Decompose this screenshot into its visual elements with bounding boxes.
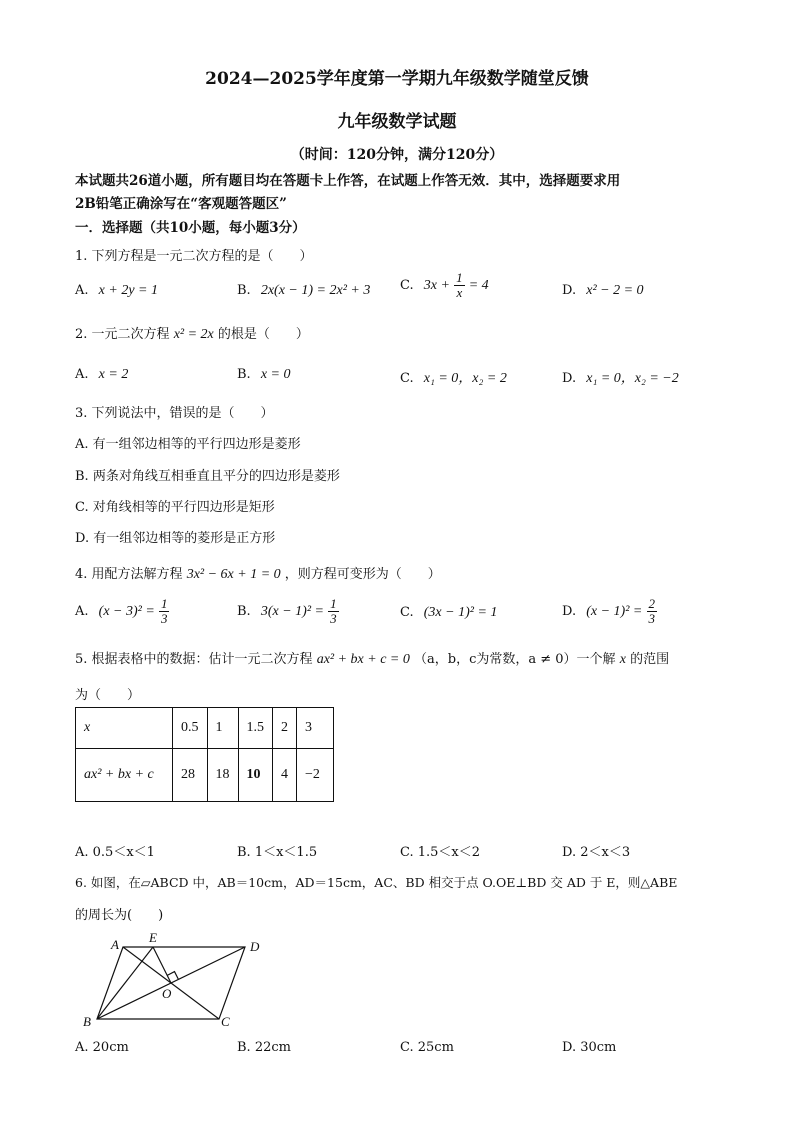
table-cell: 18 <box>207 749 238 802</box>
option-expression: x + 2y = 1 <box>98 283 158 298</box>
option-expression-prefix: 3x + <box>423 278 450 293</box>
option-label: C. <box>400 371 414 386</box>
table-cell: 1.5 <box>238 708 273 749</box>
parallelogram-figure <box>75 928 275 1033</box>
option-expression: (3x − 1)² = 1 <box>423 605 498 620</box>
stem-expression: x² = 2x <box>173 327 214 342</box>
question-2-stem <box>75 323 309 343</box>
q6-option-d: D. 30cm <box>562 1040 617 1055</box>
q6-option-a: A. 20cm <box>75 1040 129 1055</box>
option-label: A. <box>75 283 89 298</box>
q5-option-a: A. 0.5＜x＜1 <box>75 845 155 860</box>
question-6-stem-line2: 的周长为( ) <box>75 908 164 923</box>
label-c: C <box>221 1014 230 1029</box>
question-6-stem: 6. 如图，在▱ABCD 中，AB＝10cm，AD＝15cm，AC、BD 相交于点 O.OE⊥BD 交 AD 于 E，则△ABE <box>75 875 678 890</box>
q1-option-d <box>562 283 644 299</box>
label-b: B <box>83 1014 91 1029</box>
stem-text: 的范围 <box>630 652 670 667</box>
option-expression: x = 2 <box>98 367 129 382</box>
option-label: A. <box>75 367 89 382</box>
segment-eo <box>153 947 171 983</box>
table-row <box>76 749 334 802</box>
stem-text: （a，b，c为常数，a ≠ 0）一个解 <box>414 652 616 667</box>
option-expression: (x − 3)² = <box>98 604 155 619</box>
table-cell: 1 <box>207 708 238 749</box>
label-o: O <box>162 986 172 1001</box>
stem-expression: 3x² − 6x + 1 = 0 <box>186 567 281 582</box>
option-expression-suffix: = 4 <box>468 278 489 293</box>
q3-option-a: A. 有一组邻边相等的平行四边形是菱形 <box>75 437 301 452</box>
table-cell: 0.5 <box>173 708 208 749</box>
option-label: D. <box>562 604 577 619</box>
stem-text: 的根是（ ） <box>217 327 309 342</box>
numerator: 1 <box>330 596 337 611</box>
q5-option-d: D. 2＜x＜3 <box>562 845 631 860</box>
q1-option-c <box>400 271 489 300</box>
fraction <box>159 597 170 626</box>
option-expression: x₁ = 0，x₂ = −2 <box>586 371 679 386</box>
option-label: C. <box>400 278 414 293</box>
q3-option-c: C. 对角线相等的平行四边形是矩形 <box>75 500 275 515</box>
page-subtitle: 九年级数学试题 <box>337 112 457 132</box>
option-label: B. <box>237 283 251 298</box>
label-a: A <box>111 937 119 952</box>
option-label: D. <box>562 283 577 298</box>
table-cell: 2 <box>273 708 297 749</box>
option-expression: x₁ = 0，x₂ = 2 <box>423 371 507 386</box>
fraction <box>328 597 339 626</box>
q2-option-a <box>75 367 128 383</box>
q5-option-c: C. 1.5＜x＜2 <box>400 845 481 860</box>
stem-expression: ax² + bx + c = 0 <box>316 652 410 667</box>
option-label: A. <box>75 604 89 619</box>
table-cell: x <box>76 708 173 749</box>
q4-option-a <box>75 597 169 626</box>
q2-option-b <box>237 367 291 383</box>
stem-text: 2. 一元二次方程 <box>75 327 170 342</box>
q3-option-b: B. 两条对角线互相垂直且平分的四边形是菱形 <box>75 469 340 484</box>
question-5-stem <box>75 648 669 668</box>
question-3-stem: 3. 下列说法中，错误的是（ ） <box>75 406 274 421</box>
numerator: 1 <box>160 596 168 611</box>
q3-option-d: D. 有一组邻边相等的菱形是正方形 <box>75 531 276 546</box>
option-label: B. <box>237 604 251 619</box>
table-cell: −2 <box>297 749 334 802</box>
table-cell: 28 <box>173 749 208 802</box>
denominator: 3 <box>648 611 656 626</box>
fraction <box>647 597 658 626</box>
label-e: E <box>149 930 157 945</box>
option-expression: 2x(x − 1) = 2x² + 3 <box>260 283 371 298</box>
option-expression: x = 0 <box>260 367 291 382</box>
stem-text: 4. 用配方法解方程 <box>75 567 183 582</box>
question-5-stem-line2: 为（ ） <box>75 688 141 703</box>
denominator: x <box>456 285 463 300</box>
option-expression: x² − 2 = 0 <box>586 283 644 298</box>
notice-line-2: 2B铅笔正确涂写在“客观题答题区” <box>75 196 287 212</box>
option-label: D. <box>562 371 577 386</box>
table-cell: ax² + bx + c <box>76 749 173 802</box>
stem-text: ，则方程可变形为（ ） <box>284 567 441 582</box>
option-label: C. <box>400 605 414 620</box>
exam-time: （时间：120分钟，满分120分） <box>290 147 504 163</box>
section-heading: 一．选择题（共10小题，每小题3分） <box>75 220 306 236</box>
table-cell: 3 <box>297 708 334 749</box>
segment-be <box>97 947 153 1019</box>
question-1-stem: 1. 下列方程是一元二次方程的是（ ） <box>75 249 313 264</box>
label-d: D <box>250 939 260 954</box>
question-4-stem <box>75 563 441 583</box>
fraction <box>454 271 465 300</box>
notice-line-1: 本试题共26道小题，所有题目均在答题卡上作答，在试题上作答无效．其中，选择题要求用 <box>75 173 621 189</box>
option-label: B. <box>237 367 251 382</box>
data-table <box>75 707 334 802</box>
q6-option-c: C. 25cm <box>400 1040 454 1055</box>
numerator: 1 <box>456 270 463 285</box>
q4-option-d <box>562 597 657 626</box>
q4-option-c <box>400 605 497 621</box>
q2-option-c <box>400 367 507 387</box>
q4-option-b <box>237 597 339 626</box>
numerator: 2 <box>648 596 656 611</box>
option-expression: (x − 1)² = <box>586 604 643 619</box>
stem-text: 5. 根据表格中的数据：估计一元二次方程 <box>75 652 313 667</box>
table-row <box>76 708 334 749</box>
option-expression: 3(x − 1)² = <box>260 604 324 619</box>
stem-variable: x <box>619 652 626 667</box>
page-title: 2024—2025学年度第一学期九年级数学随堂反馈 <box>205 69 589 89</box>
q2-option-d <box>562 367 679 387</box>
table-cell: 4 <box>273 749 297 802</box>
q5-option-b: B. 1＜x＜1.5 <box>237 845 318 860</box>
denominator: 3 <box>330 611 337 626</box>
q6-option-b: B. 22cm <box>237 1040 291 1055</box>
q1-option-a <box>75 283 158 299</box>
q1-option-b <box>237 283 370 299</box>
denominator: 3 <box>160 611 168 626</box>
table-cell: 10 <box>238 749 273 802</box>
